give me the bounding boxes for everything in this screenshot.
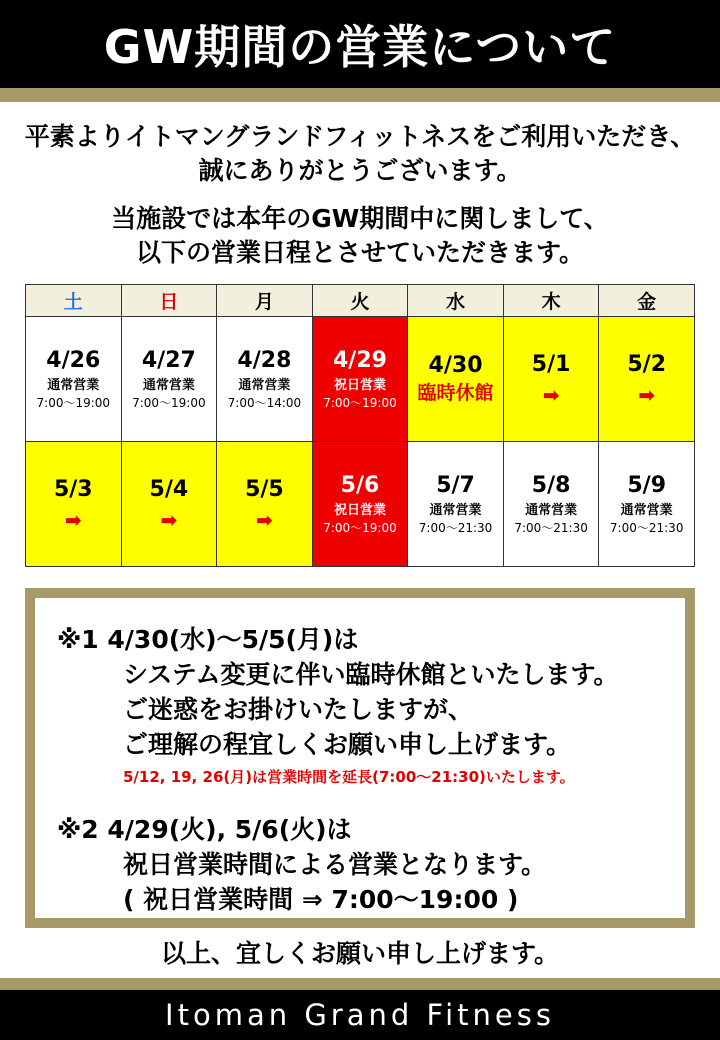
day-date: 5/2 bbox=[627, 352, 667, 377]
calendar-day-cell bbox=[408, 442, 504, 567]
weekday-header: 木 bbox=[503, 285, 599, 317]
calendar-week-row bbox=[26, 317, 695, 442]
day-status: 通常営業 bbox=[142, 377, 195, 393]
calendar-day-cell bbox=[121, 317, 217, 442]
note1-extension: 5/12, 19, 26(月)は営業時間を延長(7:00～21:30)いたします。 bbox=[123, 768, 575, 786]
arrow-right-icon: ➡ bbox=[64, 508, 82, 532]
note1-text: システム変更に伴い臨時休館といたします。 bbox=[123, 660, 619, 689]
day-date: 5/5 bbox=[245, 477, 284, 502]
calendar-day-cell bbox=[599, 442, 695, 567]
closing-message: 以上、宜しくお願い申し上げます。 bbox=[160, 939, 559, 968]
arrow-right-icon: ➡ bbox=[256, 508, 273, 532]
day-status: 通常営業 bbox=[525, 502, 578, 518]
calendar-day-cell bbox=[26, 442, 122, 567]
calendar-day-cell bbox=[217, 317, 313, 442]
weekday-header: 水 bbox=[408, 285, 504, 317]
day-date: 5/4 bbox=[149, 477, 189, 502]
weekday-header: 日 bbox=[121, 285, 217, 317]
day-status: 通常営業 bbox=[238, 377, 291, 393]
day-date: 5/9 bbox=[627, 472, 667, 498]
day-hours: 7:00～21:30 bbox=[418, 520, 493, 535]
intro-greeting bbox=[0, 120, 720, 188]
weekday-header: 土 bbox=[26, 285, 122, 317]
calendar-day-cell bbox=[599, 317, 695, 442]
weekday-header-row bbox=[26, 285, 695, 317]
note1-text: ご理解の程宜しくお願い申し上げます。 bbox=[123, 730, 572, 759]
note1-heading: ※1 4/30(水)～5/5(月)は bbox=[57, 625, 359, 654]
day-hours: 7:00～19:00 bbox=[323, 520, 397, 535]
arrow-right-icon: ➡ bbox=[638, 383, 656, 407]
day-status: 通常営業 bbox=[429, 502, 482, 518]
weekday-header: 金 bbox=[599, 285, 695, 317]
brand-logo-text: Itoman Grand Fitness bbox=[165, 998, 555, 1032]
day-status: 通常営業 bbox=[47, 377, 100, 393]
day-status: 通常営業 bbox=[620, 502, 673, 518]
calendar-day-cell bbox=[503, 442, 599, 567]
weekday-header: 火 bbox=[312, 285, 408, 317]
calendar-day-cell bbox=[503, 317, 599, 442]
day-date: 4/28 bbox=[237, 347, 292, 373]
notice-box bbox=[25, 588, 695, 928]
calendar-day-cell bbox=[26, 317, 122, 442]
day-hours: 7:00～21:30 bbox=[609, 520, 684, 535]
note2-heading: ※2 4/29(火), 5/6(火)は bbox=[57, 815, 352, 844]
header-banner bbox=[0, 0, 720, 88]
note2-text: 祝日営業時間による営業となります。 bbox=[123, 850, 547, 879]
arrow-right-icon: ➡ bbox=[160, 508, 178, 532]
schedule-calendar bbox=[25, 284, 695, 567]
day-hours: 7:00～19:00 bbox=[132, 395, 206, 410]
note2-hours: ( 祝日営業時間 ⇒ 7:00～19:00 ) bbox=[123, 885, 519, 914]
page-title: GW期間の営業について bbox=[103, 20, 617, 74]
calendar-day-cell bbox=[121, 442, 217, 567]
day-status: 祝日営業 bbox=[333, 377, 386, 393]
arrow-right-icon: ➡ bbox=[542, 383, 560, 407]
calendar-day-cell bbox=[312, 442, 408, 567]
calendar-day-cell bbox=[408, 317, 504, 442]
intro-schedule bbox=[0, 202, 720, 270]
day-date: 5/1 bbox=[531, 352, 571, 377]
day-date: 5/8 bbox=[531, 472, 571, 498]
day-hours: 7:00～21:30 bbox=[514, 520, 588, 535]
intro-line: 誠にありがとうございます。 bbox=[198, 156, 522, 185]
intro-line: 当施設では本年のGW期間中に関しまして、 bbox=[111, 204, 609, 233]
day-closed-label: 臨時休館 bbox=[417, 382, 494, 404]
weekday-header: 月 bbox=[217, 285, 313, 317]
day-hours: 7:00～19:00 bbox=[323, 395, 397, 410]
day-hours: 7:00～14:00 bbox=[227, 395, 302, 410]
header-divider bbox=[0, 88, 720, 102]
day-date: 4/30 bbox=[428, 353, 483, 378]
calendar-body bbox=[26, 317, 695, 567]
note1-text: ご迷惑をお掛けいたしますが、 bbox=[123, 695, 474, 724]
footer-divider bbox=[0, 978, 720, 990]
calendar-week-row bbox=[26, 442, 695, 567]
intro-line: 以下の営業日程とさせていただきます。 bbox=[135, 238, 584, 267]
day-date: 5/6 bbox=[340, 472, 380, 498]
intro-line: 平素よりイトマングランドフィットネスをご利用いただき、 bbox=[24, 122, 696, 151]
calendar-day-cell bbox=[312, 317, 408, 442]
day-status: 祝日営業 bbox=[333, 502, 386, 518]
day-hours: 7:00～19:00 bbox=[36, 395, 111, 410]
day-date: 4/26 bbox=[46, 347, 101, 373]
day-date: 5/7 bbox=[436, 472, 475, 498]
day-date: 4/27 bbox=[141, 347, 196, 373]
calendar-day-cell bbox=[217, 442, 313, 567]
day-date: 4/29 bbox=[332, 347, 387, 373]
footer-banner bbox=[0, 990, 720, 1040]
day-date: 5/3 bbox=[53, 477, 93, 502]
